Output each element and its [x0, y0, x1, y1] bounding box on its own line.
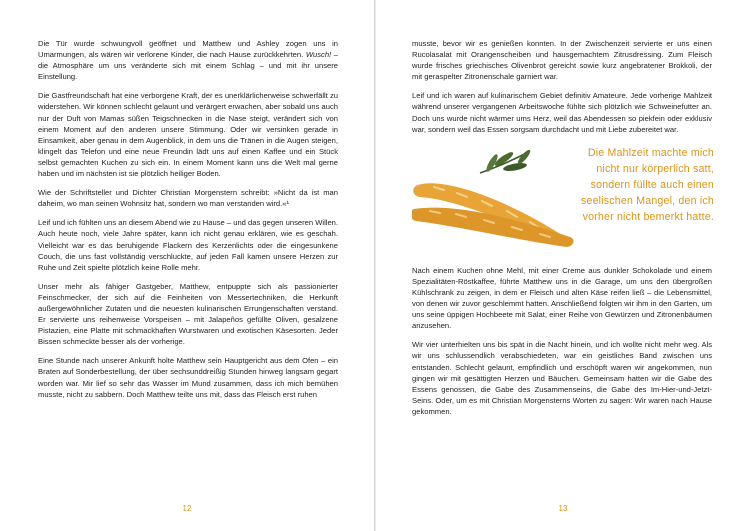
paragraph: [38, 38, 338, 82]
pull-quote: [544, 145, 714, 225]
paragraph: Leif und ich fühlten uns an diesem Abend wie zu Hause – und das gegen unseren Willen. Auch heute noch, viele Jahre später, kann ich nicht genau erklären, wie es geschah. Vielleicht war es das beruhigende Flackern des Kerzenlichts oder die eingesunkene Couch, die uns fast vollständig verschluckte, auf jeden Fall kamen unsere Herzen zur Ruhe und Zeit spielte plötzlich keine Rolle mehr.: [38, 218, 338, 272]
page-number: 12: [182, 504, 192, 513]
paragraph: Die Gastfreundschaft hat eine verborgene Kraft, der es unerklärlicherweise schwerfällt zu widerstehen. Wir können schlecht gelaunt und verärgert erwachen, aber sobald uns auch nur der Duft von Mamas süßen Teigschnecken in die Nase steigt, verändert sich von einem Moment auf den anderen unsere Stimmung. Oder wir versinken gerade in Einsamkeit, aber genau in dem Augenblick, in dem uns die Tränen in die Augen steigen, klingelt das Telefon und eine neue Freundin lädt uns auf einen Kaffee und ein Stück selbst gemachten Kuchen zu sich ein. In einem Moment kann uns die Welt mal gerne haben und im nächsten ist sie plötzlich heiliger Boden.: [38, 91, 338, 179]
right-page-text: [412, 38, 712, 417]
paragraph: Leif und ich waren auf kulinarischem Gebiet definitiv Amateure. Jede vorherige Mahlzeit während unserer vergangenen Arbeitswoche fühlte sich plötzlich wie Schweinefutter an. Doch uns wurde nicht wärmer ums Herz, weil das Abendessen so piekfein oder exklusiv war, sondern weil das Essen sorgsam durchdacht und mit Liebe zubereitet war.: [412, 91, 712, 134]
pull-quote-line: seelischen Mangel, den ich: [581, 194, 714, 207]
paragraph: Unser mehr als fähiger Gastgeber, Matthew, entpuppte sich als passionierter Feinschmecker, der sich auf die Feinheiten von Messertechniken, die Herkunft außergewöhnlicher Zutaten und die neuesten kulinarischen Errungenschaften verstand. Er servierte uns reihenweise Vorspeisen – mit Jalapeños gefüllte Oliven, gesalzene Pistazien, eine Platte mit schmackhaften Wurstwaren und exotischen Käsesorten. Jeder Bissen schmeckte besser als der vorherige.: [38, 281, 338, 347]
paragraph: Wir vier unterhielten uns bis spät in die Nacht hinein, und ich wollte nicht mehr weg. Als wir uns schlussendlich verabschiedeten, war ein geistliches Band zwischen uns entstanden. Schlecht gelaunt, empfindlich und erschöpft waren wir angekommen, nun gingen wir mit gesättigten Herzen und Bäuchen. Gemeinsam hatten wir die Gabe des Essens genossen, die Gabe des Zusammenseins, die Gabe des Im-Hier-und-Jetzt-Seins. Oder, um es mit Christian Morgensterns Worten zu sagen: Wir waren nach Hause gekommen.: [412, 340, 712, 416]
text-run: Die Tür wurde schwungvoll geöffnet und Matthew und Ashley zogen uns in Umarmungen, als wären wir verlorene Kinder, die nach Hause zurückkehrten.: [38, 39, 338, 60]
left-page: [0, 0, 374, 531]
page-number: 13: [558, 504, 568, 513]
right-page: [376, 0, 750, 531]
text-run: – die Atmosphäre um uns veränderte sich mit einem Schlag – und mit ihr unsere Einstellung.: [38, 50, 338, 82]
pull-quote-section: [412, 143, 712, 255]
pull-quote-line: nicht nur körperlich satt,: [596, 162, 714, 175]
paragraph: Nach einem Kuchen ohne Mehl, mit einer Creme aus dunkler Schokolade und einem Spezialitäten-Röstkaffee, führte Matthew uns in die Garage, um uns den übergroßen Kühlschrank zu zeigen, in dem er Fleisch und alten Käse reifen ließ – die Lebensmittel, von denen wir zuvor geschlemmt hatten. Anschließend folgten wir ihm in den Garten, um uns seine üppigen Hochbeete mit Salat, einer Reihe von Gewürzen und Zitronenbäumen anzusehen.: [412, 265, 712, 331]
pull-quote-line: vorher nicht bemerkt hatte.: [582, 210, 714, 223]
paragraph: Eine Stunde nach unserer Ankunft holte Matthew sein Hauptgericht aus dem Ofen – ein Braten auf Sonderbestellung, der über sechsunddreißig Stunden hinweg langsam gegart worden war. Mir lief so sehr das Wasser im Mund zusammen, dass ich mich bemühen musste, nicht zu sabbern. Doch Matthew teilte uns mit, dass das Fleisch erst ruhen: [38, 356, 338, 399]
paragraph: musste, bevor wir es genießen konnten. In der Zwischenzeit servierte er uns einen Rucolasalat mit Orangenscheiben und hausgemachtem Zitrusdressing. Zum Fleisch wurde frisches griechisches Olivenbrot gereicht sowie kurz angebratener Brokkoli, der mit geraspelter Zitronenschale garniert war.: [412, 39, 712, 82]
pull-quote-line: Die Mahlzeit machte mich: [587, 146, 714, 159]
paragraph: Wie der Schriftsteller und Dichter Christian Morgenstern schreibt: »Nicht da ist man daheim, wo man seinen Wohnsitz hat, sondern wo man verstanden wird.«¹: [38, 188, 338, 209]
pull-quote-line: sondern füllte auch einen: [590, 178, 714, 191]
emphasis: Wusch!: [305, 50, 332, 60]
left-page-text: [38, 38, 338, 400]
